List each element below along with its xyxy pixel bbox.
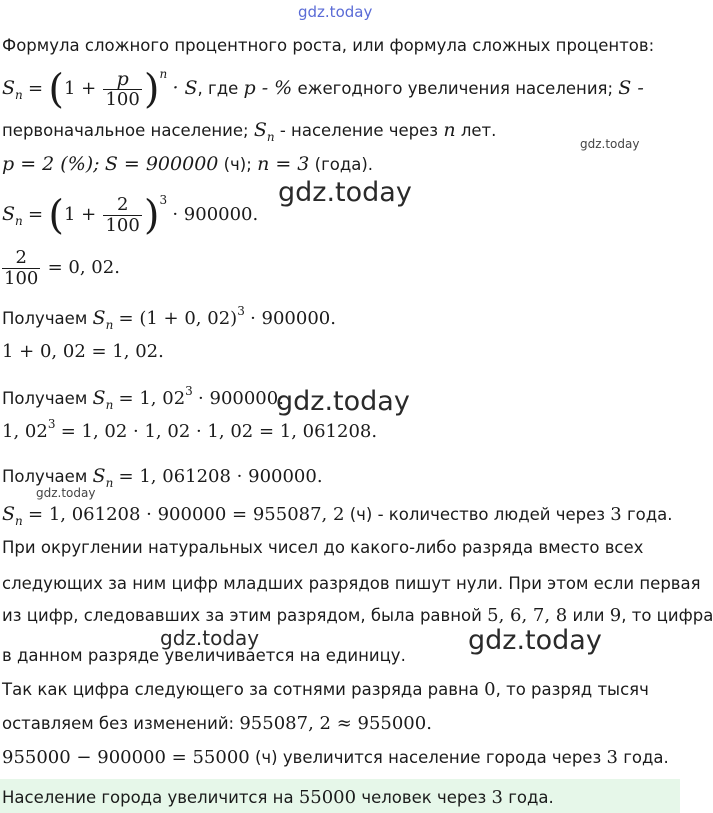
text: лет. bbox=[460, 121, 497, 140]
math-eq: = 0, 02. bbox=[47, 257, 120, 278]
answer-line bbox=[2, 788, 554, 808]
text: - население через bbox=[279, 121, 439, 140]
text: Население города увеличится на bbox=[2, 788, 294, 807]
math-sn: S bbox=[253, 119, 267, 141]
frac-num: p bbox=[103, 69, 141, 90]
math-exp: 3 bbox=[159, 193, 168, 207]
text: человек через bbox=[361, 788, 487, 807]
text: или bbox=[572, 606, 605, 625]
math-expr: 1 + 0, 02 = 1, 02. bbox=[2, 341, 164, 362]
text: (ч) bbox=[349, 505, 373, 524]
rule-paragraph-line: следующих за ним цифр младших разрядов пишут нули. При этом если первая bbox=[2, 574, 701, 593]
text: - количество людей через bbox=[377, 505, 606, 524]
text: года. bbox=[623, 748, 669, 767]
text: , то разряд тысяч bbox=[495, 680, 649, 699]
frac-num: 2 bbox=[2, 248, 40, 269]
fraction-2-100 bbox=[103, 195, 141, 236]
text: (ч) увеличится население города через bbox=[255, 748, 602, 767]
step-line bbox=[2, 466, 323, 488]
math-p-pct: p - % bbox=[243, 77, 293, 99]
given-values-line bbox=[2, 154, 373, 175]
watermark: gdz.today bbox=[160, 626, 260, 650]
result-line bbox=[2, 504, 673, 526]
math-one-plus: 1 + bbox=[63, 204, 97, 225]
fraction-p-100 bbox=[103, 69, 141, 110]
math-sub: n bbox=[105, 398, 114, 412]
math-expr: = 1, 061208 · 900000. bbox=[118, 466, 323, 487]
math-num: 3 bbox=[491, 787, 503, 808]
step-line bbox=[2, 342, 164, 362]
math-sn: S bbox=[92, 307, 106, 329]
text: Так как цифра следующего за сотнями разряда равна bbox=[2, 680, 479, 699]
explanation-line bbox=[2, 714, 432, 734]
math-num: 3 bbox=[606, 747, 618, 768]
math-one-plus: 1 + bbox=[63, 78, 97, 99]
math-expr: 955000 − 900000 = 55000 bbox=[2, 747, 250, 768]
math-s: S = 900000 bbox=[104, 153, 219, 175]
math-num: 3 bbox=[610, 504, 622, 525]
text: , то цифра bbox=[621, 606, 713, 625]
math-sub: n bbox=[15, 514, 23, 528]
definition-line bbox=[2, 120, 496, 142]
math-sub: n bbox=[105, 318, 114, 332]
watermark: gdz.today bbox=[278, 177, 412, 208]
formula-heading: Формула сложного процентного роста, или формула сложных процентов: bbox=[2, 36, 655, 55]
frac-num: 2 bbox=[103, 195, 141, 216]
math-mult: · 900000. bbox=[172, 204, 259, 225]
text: Получаем bbox=[2, 467, 88, 486]
math-num: 9 bbox=[609, 605, 622, 626]
text: из цифр, следовавших за этим разрядом, была равной bbox=[2, 606, 482, 625]
text: , где bbox=[197, 79, 239, 98]
math-sub: n bbox=[105, 476, 114, 490]
math-expr: = (1 + 0, 02) bbox=[118, 308, 238, 329]
math-num: 5, 6, 7, 8 bbox=[487, 605, 568, 626]
math-num: 55000 bbox=[298, 787, 357, 808]
math-n: n bbox=[443, 119, 456, 141]
math-expr: = 1, 061208 · 900000 = 955087, 2 bbox=[28, 504, 345, 525]
watermark: gdz.today bbox=[298, 3, 373, 21]
math-eq: = bbox=[28, 78, 44, 99]
rule-paragraph-line: в данном разряде увеличивается на единицу. bbox=[2, 646, 406, 665]
math-sub: n bbox=[15, 88, 23, 102]
math-sn: S bbox=[92, 465, 106, 487]
math-sub: n bbox=[266, 130, 275, 144]
step-line bbox=[2, 384, 284, 412]
explanation-line bbox=[2, 680, 649, 700]
text: первоначальное население; bbox=[2, 121, 249, 140]
text: (ч); bbox=[223, 155, 252, 174]
step-line bbox=[2, 417, 378, 443]
text: ежегодного увеличения населения; bbox=[297, 79, 614, 98]
rule-paragraph-line bbox=[2, 606, 713, 626]
math-paren: ( bbox=[48, 192, 64, 239]
math-sn: S bbox=[2, 503, 16, 525]
math-num: 0 bbox=[484, 679, 496, 700]
math-mult: · 900000. bbox=[250, 308, 336, 329]
math-expr: = 1, 02 bbox=[118, 388, 186, 409]
math-base: 1, 02 bbox=[2, 421, 48, 442]
math-exp: 3 bbox=[47, 417, 56, 431]
math-sn: S bbox=[92, 387, 106, 409]
watermark: gdz.today bbox=[276, 386, 410, 417]
text: Получаем bbox=[2, 309, 88, 328]
math-expr: 955087, 2 ≈ 955000. bbox=[239, 713, 432, 734]
math-mult: · 900000. bbox=[198, 388, 284, 409]
text: Получаем bbox=[2, 389, 88, 408]
text: оставляем без изменений: bbox=[2, 714, 235, 733]
math-s: S - bbox=[618, 77, 644, 99]
text: (года). bbox=[314, 155, 374, 174]
frac-den: 100 bbox=[105, 89, 140, 110]
math-sn: S bbox=[2, 203, 16, 225]
math-paren: ) bbox=[143, 192, 160, 239]
math-n: n = 3 bbox=[257, 153, 310, 175]
step-line bbox=[2, 304, 336, 332]
watermark: gdz.today bbox=[580, 137, 640, 151]
math-paren: ( bbox=[48, 66, 64, 113]
math-dot-s: · S bbox=[172, 77, 198, 99]
watermark: gdz.today bbox=[36, 486, 96, 500]
math-expr: = 1, 02 · 1, 02 · 1, 02 = 1, 061208. bbox=[60, 421, 378, 442]
math-exp: 3 bbox=[237, 304, 245, 318]
rule-paragraph-line: При округлении натуральных чисел до какого-либо разряда вместо всех bbox=[2, 538, 644, 557]
formula-line bbox=[2, 66, 644, 113]
math-p: p = 2 (%); bbox=[2, 153, 100, 175]
math-sn: S bbox=[2, 77, 16, 99]
frac-den: 100 bbox=[4, 268, 39, 289]
watermark: gdz.today bbox=[468, 625, 602, 656]
math-paren: ) bbox=[143, 66, 160, 113]
frac-den: 100 bbox=[105, 215, 140, 236]
math-exp: n bbox=[159, 67, 168, 81]
math-eq: = bbox=[28, 204, 44, 225]
text: года. bbox=[508, 788, 554, 807]
math-exp: 3 bbox=[185, 384, 193, 398]
fraction-2-100 bbox=[2, 248, 40, 289]
explanation-line bbox=[2, 748, 669, 768]
math-sub: n bbox=[15, 214, 23, 228]
substituted-formula-line bbox=[2, 192, 259, 239]
text: года. bbox=[626, 505, 673, 524]
fraction-value-line bbox=[2, 246, 120, 290]
